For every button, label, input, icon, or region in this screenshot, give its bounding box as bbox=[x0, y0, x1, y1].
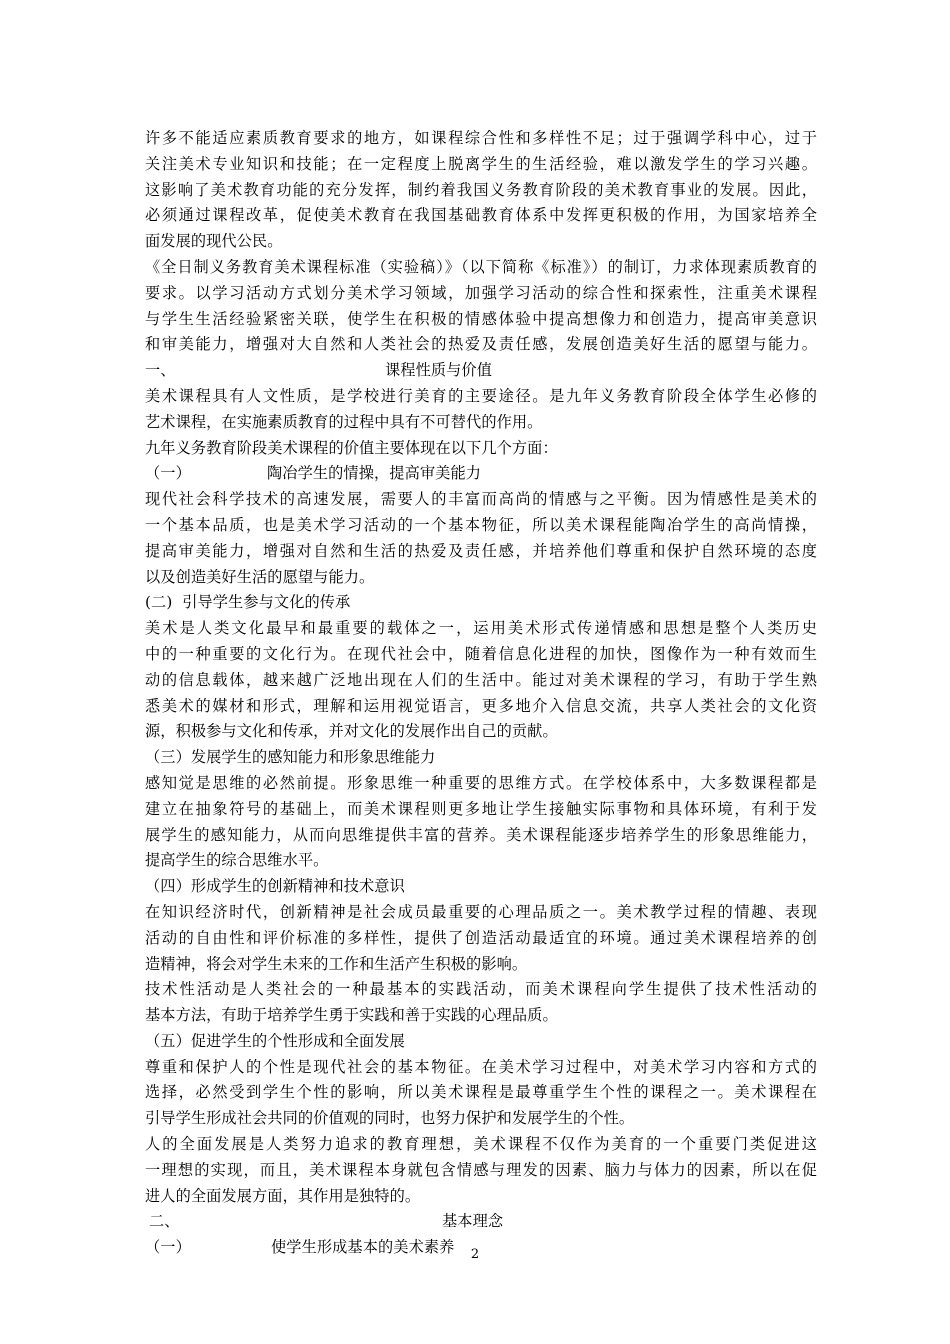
paragraph-line: 活动的自由性和评价标准的多样性，提供了创造活动最适宜的环境。通过美术课程培养的创 bbox=[145, 928, 817, 947]
paragraph-line: 美术课程具有人文性质，是学校进行美育的主要途径。是九年义务教育阶段全体学生必修的 bbox=[145, 386, 817, 405]
paragraph-line: 和审美能力，增强对大自然和人类社会的热爱及责任感，发展创造美好生活的愿望与能力。 bbox=[145, 335, 817, 354]
subsection-title: 陶冶学生的情操，提高审美能力 bbox=[267, 464, 482, 483]
paragraph-line: 感知觉是思维的必然前提。形象思维一种重要的思维方式。在学校体系中，大多数课程都是 bbox=[145, 773, 817, 792]
paragraph-line: 九年义务教育阶段美术课程的价值主要体现在以下几个方面： bbox=[145, 438, 558, 457]
page-number: 2 bbox=[470, 1247, 480, 1262]
paragraph-line: 在知识经济时代，创新精神是社会成员最重要的心理品质之一。美术教学过程的情趣、表现 bbox=[145, 902, 817, 921]
paragraph-line: 悉美术的媒材和形式，理解和运用视觉语言，更多地介入信息交流，共享人类社会的文化资 bbox=[145, 696, 817, 715]
paragraph-line: 艺术课程，在实施素质教育的过程中具有不可替代的作用。 bbox=[145, 412, 543, 431]
subsection-heading-3: （三）发展学生的感知能力和形象思维能力 bbox=[145, 748, 436, 767]
paragraph-line: 动的信息载体，越来越广泛地出现在人们的生活中。能过对美术课程的学习，有助于学生熟 bbox=[145, 670, 817, 689]
paragraph-line: 面发展的现代公民。 bbox=[145, 232, 283, 251]
paragraph-line: 进人的全面发展方面，其作用是独特的。 bbox=[145, 1186, 421, 1205]
paragraph-line: 现代社会科学技术的高速发展，需要人的丰富而高尚的情感与之平衡。因为情感性是美术的 bbox=[145, 490, 817, 509]
paragraph-line: 提高学生的综合思维水平。 bbox=[145, 851, 329, 870]
subsection-heading-4: （四）形成学生的创新精神和技术意识 bbox=[145, 877, 405, 896]
document-body bbox=[145, 126, 817, 1261]
paragraph-line: 美术是人类文化最早和最重要的载体之一，运用美术形式传递情感和思想是整个人类历史 bbox=[145, 619, 817, 638]
paragraph-line: 展学生的感知能力，从而向思维提供丰富的营养。美术课程能逐步培养学生的形象思维能力， bbox=[145, 825, 817, 844]
paragraph-line: 提高审美能力，增强对自然和生活的热爱及责任感，并培养他们尊重和保护自然环境的态度 bbox=[145, 541, 817, 560]
paragraph-line: 要求。以学习活动方式划分美术学习领域，加强学习活动的综合性和探索性，注重美术课程 bbox=[145, 283, 817, 302]
paragraph-line: 尊重和保护人的个性是现代社会的基本物征。在美术学习过程中，对美术学习内容和方式的 bbox=[145, 1057, 817, 1076]
section-number: 一、 bbox=[145, 361, 176, 380]
paragraph-line: 技术性活动是人类社会的一种最基本的实践活动，而美术课程向学生提供了技术性活动的 bbox=[145, 980, 817, 999]
paragraph-line: 引导学生形成社会共同的价值观的同时，也努力保护和发展学生的个性。 bbox=[145, 1109, 635, 1128]
subsection-heading-5: （五）促进学生的个性形成和全面发展 bbox=[145, 1031, 405, 1050]
paragraph-line: 以及创造美好生活的愿望与能力。 bbox=[145, 567, 375, 586]
subsection-number: （一） bbox=[145, 1238, 191, 1257]
paragraph-line: 中的一种重要的文化行为。在现代社会中，随着信息化进程的加快，图像作为一种有效而生 bbox=[145, 644, 817, 663]
section-number: 二、 bbox=[149, 1212, 180, 1231]
subsection-heading-1 bbox=[145, 461, 817, 487]
paragraph-line: 必须通过课程改革，促使美术教育在我国基础教育体系中发挥更积极的作用，为国家培养全 bbox=[145, 206, 817, 225]
paragraph-line: 关注美术专业知识和技能；在一定程度上脱离学生的生活经验，难以激发学生的学习兴趣。 bbox=[145, 154, 817, 173]
paragraph-line: 这影响了美术教育功能的充分发挥，制约着我国义务教育阶段的美术教育事业的发展。因此， bbox=[145, 180, 817, 199]
paragraph-line: 许多不能适应素质教育要求的地方，如课程综合性和多样性不足；过于强调学科中心，过于 bbox=[145, 129, 817, 147]
paragraph-line: 与学生生活经验紧密关联，使学生在积极的情感体验中提高想像力和创造力，提高审美意识 bbox=[145, 309, 817, 328]
subsection-number: （一） bbox=[145, 464, 191, 483]
paragraph-line: 人的全面发展是人类努力追求的教育理想，美术课程不仅作为美育的一个重要门类促进这 bbox=[145, 1135, 817, 1154]
paragraph-line: 建立在抽象符号的基础上，而美术课程则更多地让学生接触实际事物和具体环境，有利于发 bbox=[145, 799, 817, 818]
section-heading-2 bbox=[145, 1209, 817, 1235]
subsection-title: 使学生形成基本的美术素养 bbox=[271, 1238, 455, 1257]
paragraph-line: 源，积极参与文化和传承，并对文化的发展作出自己的贡献。 bbox=[145, 722, 558, 741]
paragraph-line: 一理想的实现，而且，美术课程本身就包含情感与理发的因素、脑力与体力的因素，所以在促 bbox=[145, 1160, 817, 1179]
subsection-heading-2: (二) 引导学生参与文化的传承 bbox=[145, 593, 351, 612]
paragraph-line: 一个基本品质，也是美术学习活动的一个基本物征，所以美术课程能陶冶学生的高尚情操， bbox=[145, 515, 817, 534]
section-title: 基本理念 bbox=[442, 1212, 504, 1231]
paragraph-line: 《全日制义务教育美术课程标准（实验稿）》（以下简称《标准》）的制订，力求体现素质教育的 bbox=[145, 257, 817, 276]
paragraph-line: 造精神，将会对学生未来的工作和生活产生积极的影响。 bbox=[145, 954, 528, 973]
paragraph-line: 基本方法，有助于培养学生勇于实践和善于实践的心理品质。 bbox=[145, 1006, 558, 1025]
paragraph-line: 选择，必然受到学生个性的影响，所以美术课程是最尊重学生个性的课程之一。美术课程在 bbox=[145, 1083, 817, 1102]
section-heading-1 bbox=[145, 358, 817, 384]
section-title: 课程性质与价值 bbox=[385, 361, 493, 380]
